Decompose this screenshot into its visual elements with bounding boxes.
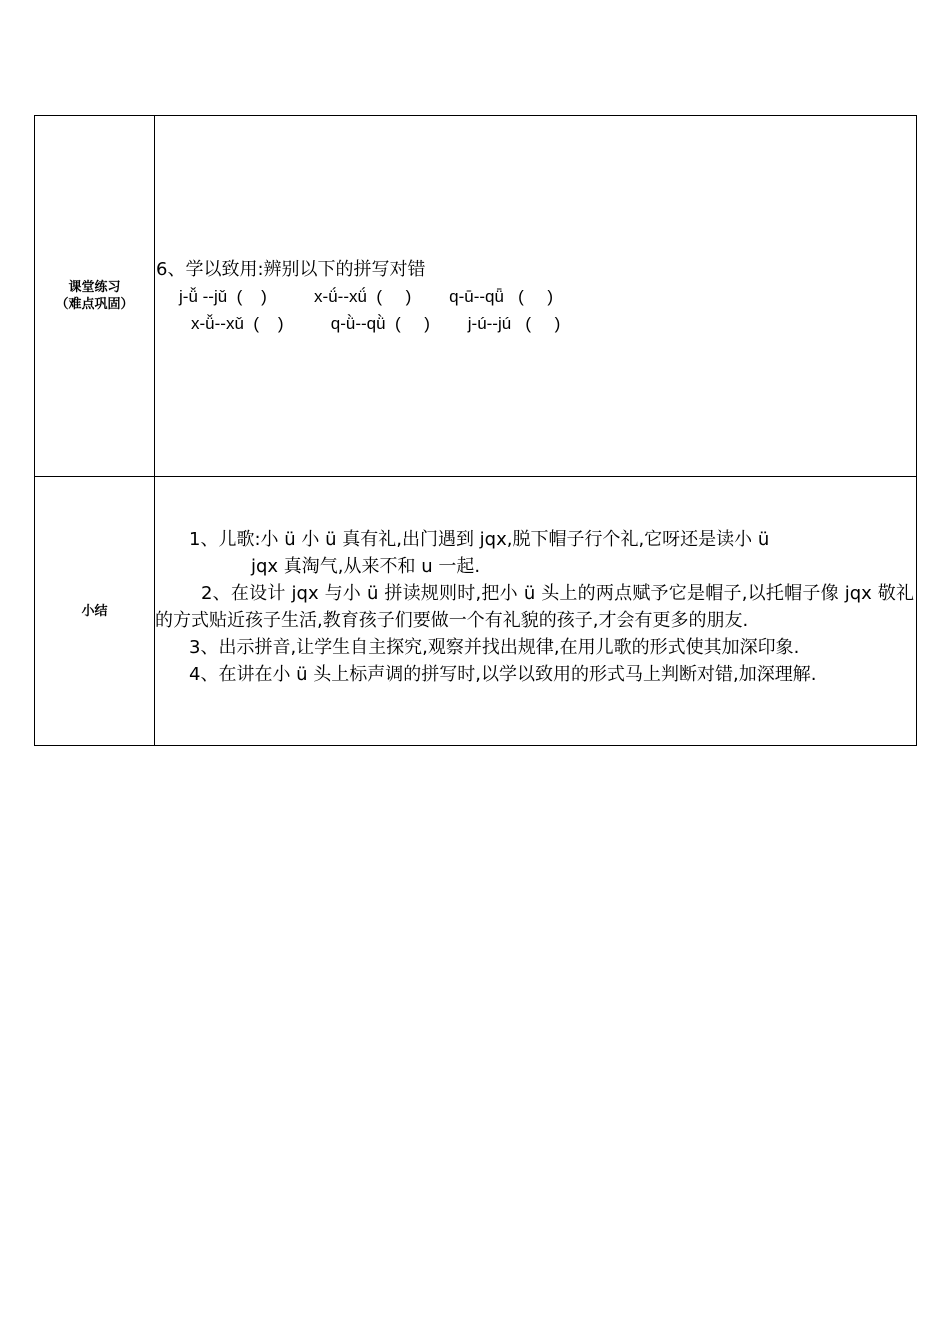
table-row-summary (35, 477, 917, 746)
practice-title: 6、学以致用:辨别以下的拼写对错 (156, 258, 426, 280)
summary-content-cell (155, 477, 917, 746)
row-label-practice-sub: （难点巩固） (55, 297, 134, 312)
row-label-cell (35, 477, 155, 746)
summary-block (155, 523, 916, 700)
pinyin-exercise-line-2: x-ǚ--xǔ ( ) q-ǜ--qǜ ( ) j-ú--jú ( ) (191, 313, 561, 333)
summary-item-2: 2、在设计 jqx 与小 ü 拼读规则时,把小 ü 头上的两点赋予它是帽子,以托帽子像 jqx 敬礼的方式贴近孩子生活,教育孩子们要做一个有礼貌的孩子,才会有更多的朋友. (155, 582, 914, 631)
table-row-practice (35, 116, 917, 477)
practice-content-cell (155, 116, 917, 477)
pinyin-exercise-line-1: j-ǚ --jǔ ( ) x-ǘ--xǘ ( ) q-ū--qǖ ( ) (179, 286, 554, 306)
practice-block (155, 256, 916, 337)
summary-item-3: 3、出示拼音,让学生自主探究,观察并找出规律,在用儿歌的形式使其加深印象. (189, 636, 800, 658)
lesson-table (34, 115, 917, 746)
row-label-practice: 课堂练习 (68, 280, 121, 295)
row-label-summary: 小结 (81, 603, 108, 619)
summary-item-1: 1、儿歌:小 ü 小 ü 真有礼,出门遇到 jqx,脱下帽子行个礼,它呀还是读小 ü (189, 528, 770, 550)
summary-item-1-continued: jqx 真淘气,从来不和 u 一起. (251, 555, 481, 577)
summary-item-4: 4、在讲在小 ü 头上标声调的拼写时,以学以致用的形式马上判断对错,加深理解. (189, 663, 817, 685)
row-label-cell (35, 116, 155, 477)
